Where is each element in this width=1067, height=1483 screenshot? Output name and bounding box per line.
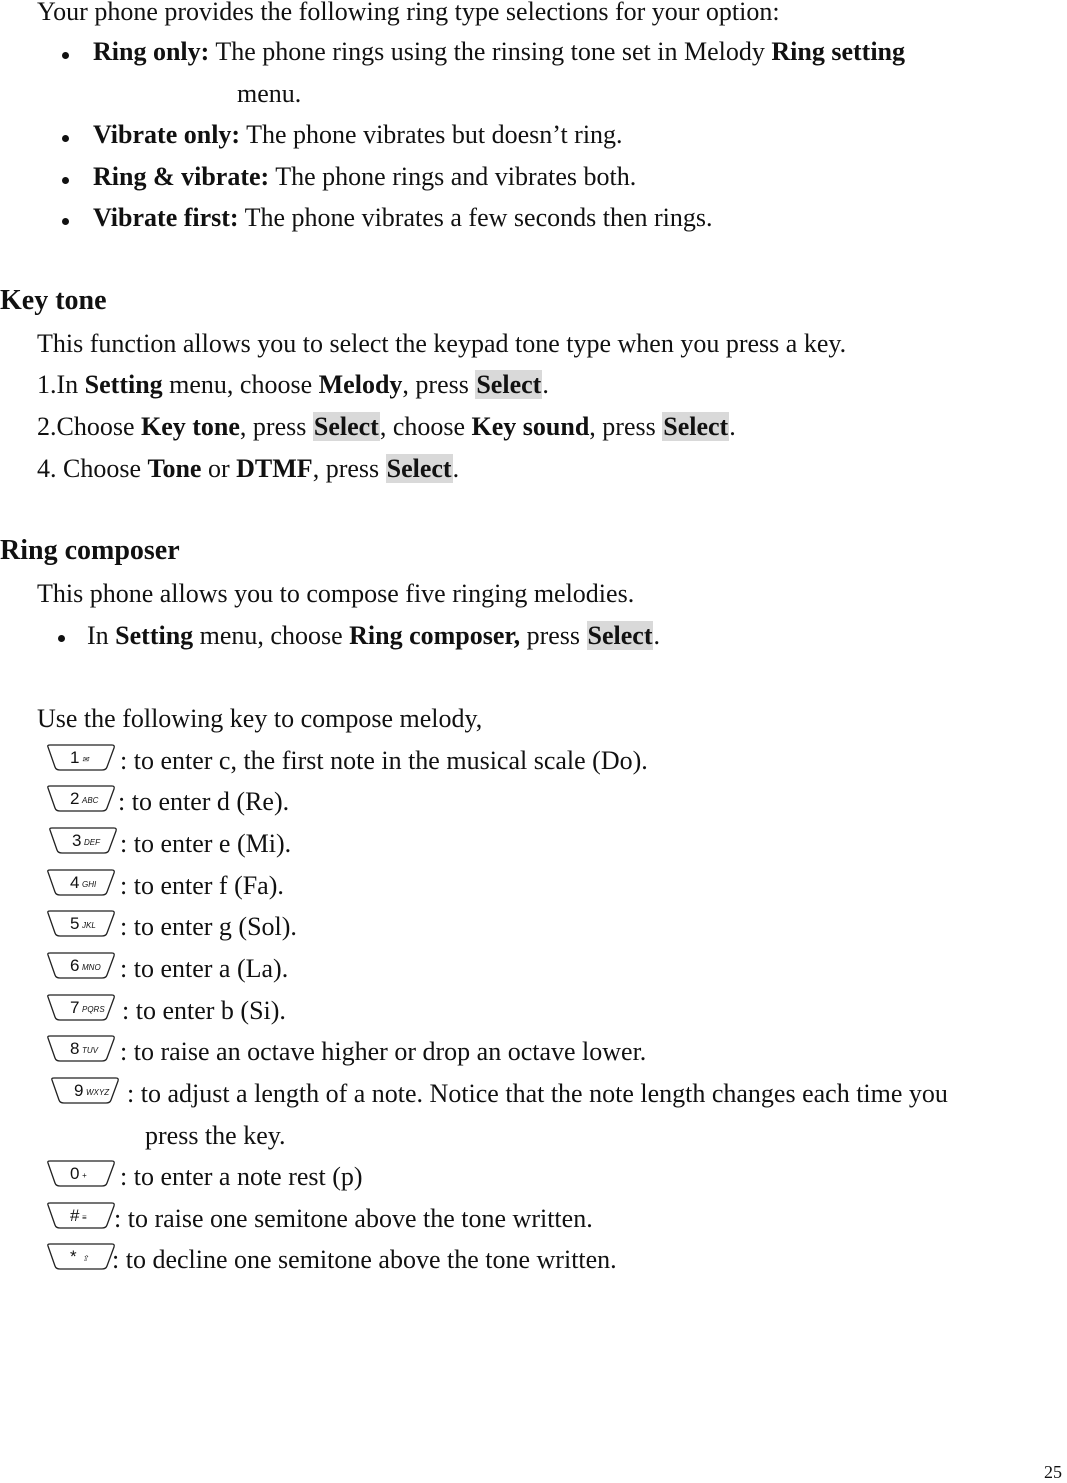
ring-type-ring-only: Ring only: The phone rings using the rinsing tone set in Melody Ring setting — [93, 37, 906, 66]
key-description: : to adjust a length of a note. Notice that the note length changes each time you — [127, 1079, 948, 1108]
svg-text:8: 8 — [70, 1039, 80, 1058]
svg-text:≡: ≡ — [82, 1213, 87, 1222]
svg-text:0: 0 — [70, 1164, 80, 1183]
svg-text:DEF: DEF — [84, 838, 100, 847]
key-8-icon — [44, 1034, 118, 1064]
key-description: : to enter a note rest (p) — [120, 1162, 363, 1191]
key-description-cont: press the key. — [145, 1121, 286, 1150]
key-description: : to enter e (Mi). — [120, 829, 292, 858]
svg-text:5: 5 — [70, 914, 80, 933]
svg-text:7: 7 — [70, 998, 80, 1017]
heading-ring-composer: Ring composer — [0, 535, 180, 566]
key-2-icon — [44, 784, 118, 814]
key-description: : to enter a (La). — [120, 954, 289, 983]
key-7-icon — [44, 993, 118, 1023]
bullet-icon — [58, 635, 65, 642]
bullet-icon — [62, 135, 69, 142]
key-5-icon — [44, 909, 118, 939]
bullet-icon — [62, 218, 69, 225]
key-star-icon — [44, 1242, 118, 1272]
svg-text:*: * — [70, 1247, 77, 1266]
svg-text:6: 6 — [70, 956, 80, 975]
key-description: : to enter c, the first note in the musical scale (Do). — [120, 746, 648, 775]
svg-text:1: 1 — [70, 748, 80, 767]
key-tone-step-4: 4. Choose Tone or DTMF, press Select. — [37, 454, 460, 483]
key-hash-icon — [44, 1201, 118, 1231]
svg-text:WXYZ: WXYZ — [86, 1088, 110, 1097]
key-tone-step-2: 2.Choose Key tone, press Select, choose Key sound, press Select. — [37, 412, 736, 441]
key-9-icon — [48, 1076, 122, 1106]
svg-text:GHI: GHI — [82, 880, 97, 889]
ring-composer-desc: This phone allows you to compose five ringing melodies. — [37, 579, 635, 608]
ring-type-vibrate-only: Vibrate only: The phone vibrates but doesn’t ring. — [93, 120, 623, 149]
intro-text: Your phone provides the following ring type selections for your option: — [37, 0, 780, 26]
key-description: : to raise an octave higher or drop an octave lower. — [120, 1037, 647, 1066]
key-description: : to enter g (Sol). — [120, 912, 297, 941]
bullet-icon — [62, 177, 69, 184]
key-6-icon — [44, 951, 118, 981]
key-description: : to decline one semitone above the tone written. — [112, 1245, 617, 1274]
svg-text:✉: ✉ — [82, 755, 89, 764]
svg-text:MNO: MNO — [82, 963, 101, 972]
key-0-icon — [44, 1159, 118, 1189]
key-1-icon — [44, 743, 118, 773]
ring-composer-step: In Setting menu, choose Ring composer, press Select. — [87, 621, 660, 650]
key-4-icon — [44, 868, 118, 898]
key-description: : to enter d (Re). — [118, 787, 290, 816]
svg-text:9: 9 — [74, 1081, 84, 1100]
key-description: : to enter f (Fa). — [120, 871, 284, 900]
svg-text:ABC: ABC — [82, 796, 99, 805]
bullet-icon — [62, 52, 69, 59]
key-description: : to enter b (Si). — [122, 996, 286, 1025]
key-tone-desc: This function allows you to select the keypad tone type when you press a key. — [37, 329, 847, 358]
key-tone-step-1: 1.In Setting menu, choose Melody, press Select. — [37, 370, 549, 399]
ring-type-vibrate-first: Vibrate first: The phone vibrates a few seconds then rings. — [93, 203, 713, 232]
svg-text:PQRS: PQRS — [82, 1005, 105, 1014]
use-keys-text: Use the following key to compose melody, — [37, 704, 483, 733]
ring-type-ring-only-cont: menu. — [237, 79, 302, 108]
svg-text:JKL: JKL — [82, 921, 96, 930]
key-3-icon — [46, 826, 120, 856]
heading-key-tone: Key tone — [0, 285, 107, 316]
page-number: 25 — [1044, 1462, 1062, 1482]
key-description: : to raise one semitone above the tone written. — [114, 1204, 593, 1233]
ring-type-ring-vibrate: Ring & vibrate: The phone rings and vibrates both. — [93, 162, 637, 191]
svg-text:#: # — [70, 1206, 80, 1225]
svg-text:4: 4 — [70, 873, 80, 892]
svg-text:TUV: TUV — [82, 1046, 98, 1055]
svg-text:+: + — [82, 1171, 87, 1180]
svg-text:⇧: ⇧ — [82, 1254, 89, 1263]
svg-text:3: 3 — [72, 831, 82, 850]
svg-text:2: 2 — [70, 789, 80, 808]
